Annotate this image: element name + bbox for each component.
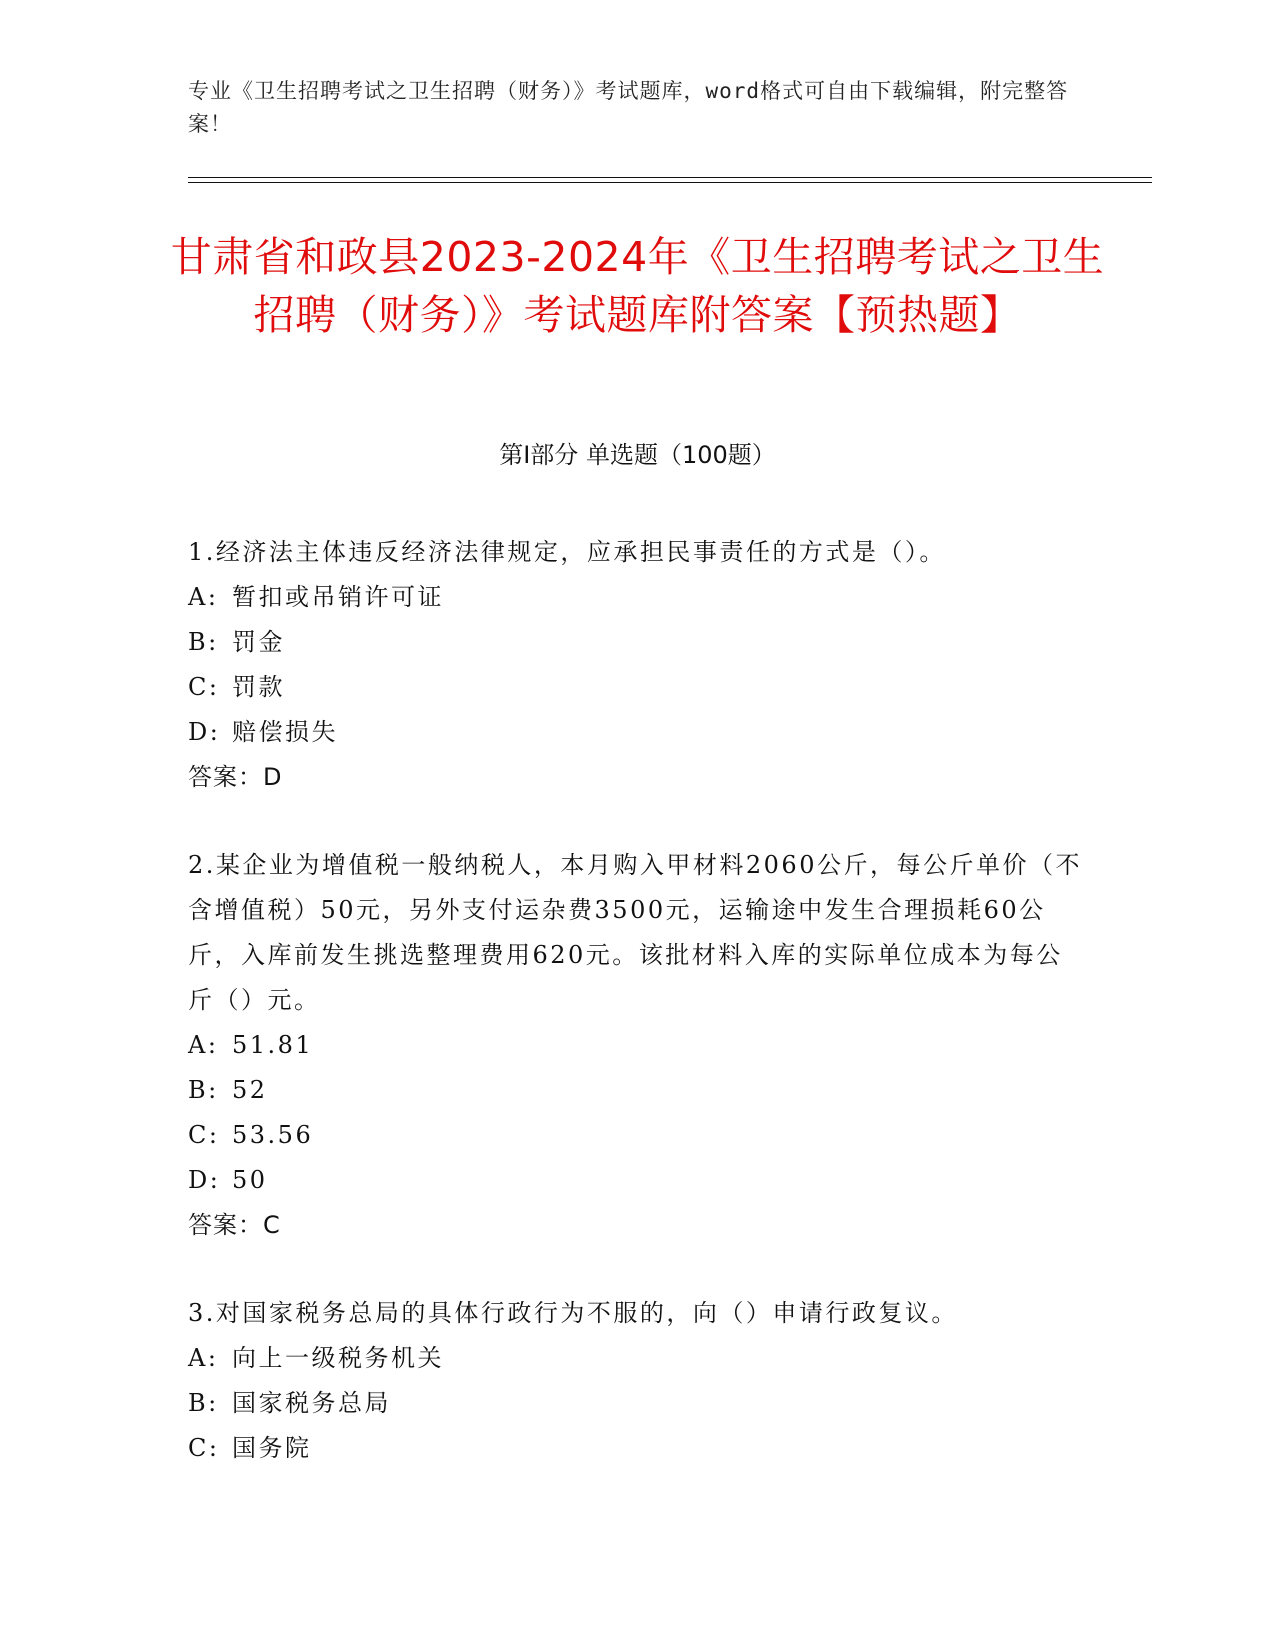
answer: 答案：D (188, 763, 283, 791)
option-key: B: (188, 628, 219, 656)
option-text: 52 (232, 1076, 268, 1104)
option-key: C: (188, 673, 220, 701)
option-d (188, 1158, 1088, 1203)
answer: 答案：C (188, 1211, 281, 1239)
header-note: 专业《卫生招聘考试之卫生招聘（财务）》考试题库，word格式可自由下载编辑，附完整答案！ (188, 79, 1069, 136)
option-text: 51.81 (232, 1031, 314, 1059)
option-a (188, 1023, 1088, 1068)
option-text: 赔偿损失 (232, 718, 338, 746)
option-key: A: (188, 583, 219, 611)
question-stem: 3.对国家税务总局的具体行政行为不服的，向（）申请行政复议。 (188, 1299, 958, 1327)
option-a (188, 1336, 1088, 1381)
option-b (188, 620, 1088, 665)
option-text: 暂扣或吊销许可证 (232, 583, 444, 611)
document-title: 甘肃省和政县2023-2024年《卫生招聘考试之卫生招聘（财务）》考试题库附答案【预热题】 (170, 233, 1105, 339)
question-list (188, 530, 1088, 1514)
option-b (188, 1381, 1088, 1426)
option-text: 53.56 (232, 1121, 314, 1149)
option-c (188, 1113, 1088, 1158)
option-a (188, 575, 1088, 620)
option-text: 国家税务总局 (232, 1389, 391, 1417)
section-title: 第Ⅰ部分 单选题（100题） (499, 441, 776, 469)
option-key: D: (188, 718, 221, 746)
option-text: 国务院 (232, 1434, 312, 1462)
question-3 (188, 1291, 1088, 1471)
option-c (188, 665, 1088, 710)
option-b (188, 1068, 1088, 1113)
option-key: C: (188, 1434, 220, 1462)
option-key: B: (188, 1389, 219, 1417)
header-divider-bottom (188, 182, 1152, 183)
question-2 (188, 843, 1088, 1248)
option-text: 50 (232, 1166, 268, 1194)
option-c (188, 1426, 1088, 1471)
header-divider-top (188, 177, 1152, 178)
option-key: D: (188, 1166, 221, 1194)
option-text: 罚款 (232, 673, 285, 701)
option-d (188, 710, 1088, 755)
option-text: 向上一级税务机关 (232, 1344, 444, 1372)
option-key: B: (188, 1076, 219, 1104)
question-stem: 1.经济法主体违反经济法律规定，应承担民事责任的方式是（）。 (188, 538, 946, 566)
question-stem: 2.某企业为增值税一般纳税人，本月购入甲材料2060公斤，每公斤单价（不含增值税）50元，另外支付运杂费3500元，运输途中发生合理损耗60公斤，入库前发生挑选整理费用620元。该批材料入库的实际单位成本为每公斤（）元。 (188, 851, 1082, 1014)
option-key: A: (188, 1344, 219, 1372)
option-key: A: (188, 1031, 219, 1059)
option-text: 罚金 (232, 628, 285, 656)
option-key: C: (188, 1121, 220, 1149)
question-1 (188, 530, 1088, 800)
